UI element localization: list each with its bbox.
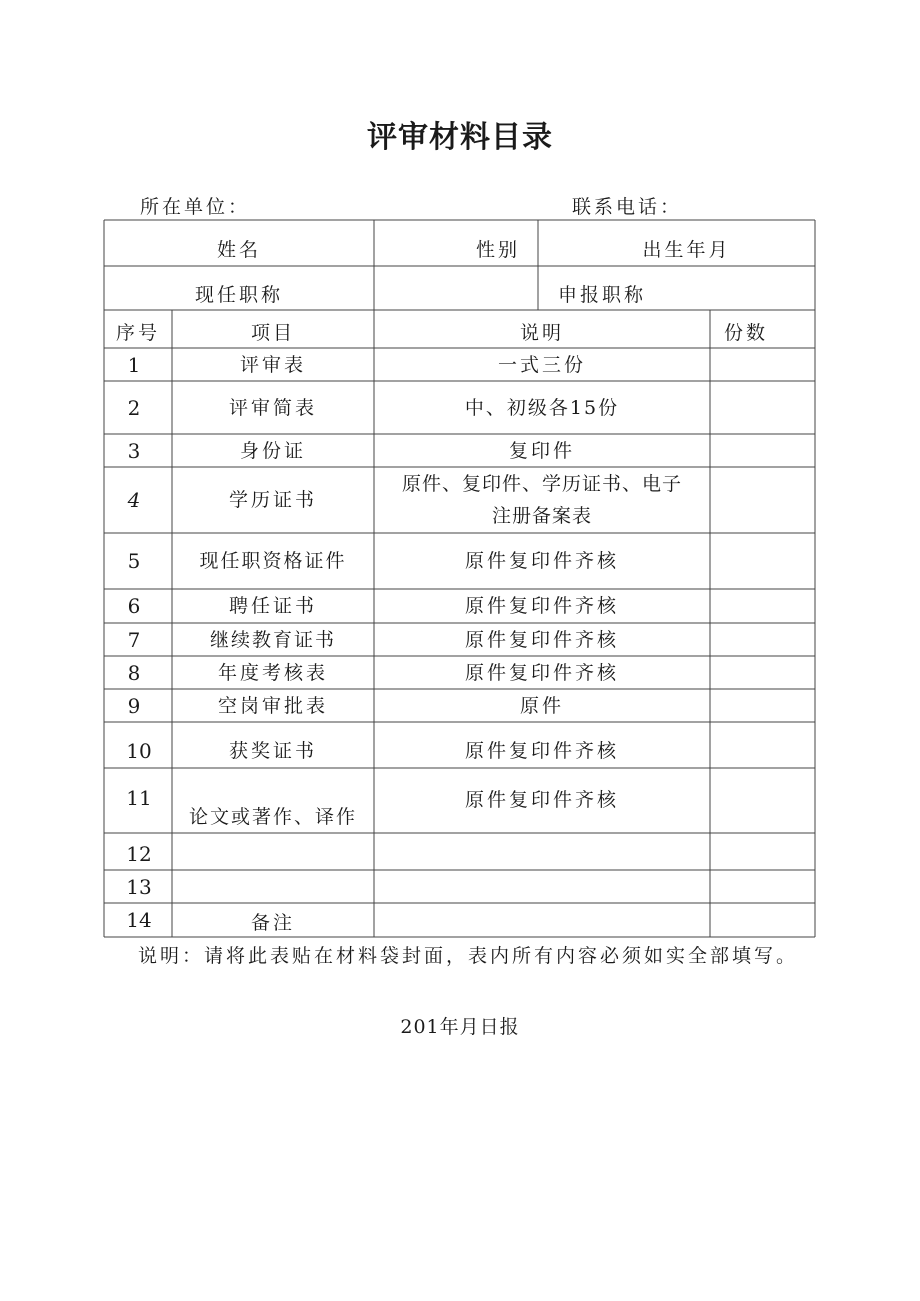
row-6-item: 聘任证书 xyxy=(228,595,317,617)
row-12-desc xyxy=(374,833,710,870)
birth-label: 出生年月 xyxy=(642,239,731,261)
row-3-seq: 3 xyxy=(127,438,141,463)
row-9-seq: 9 xyxy=(127,693,141,718)
row-10-desc: 原件复印件齐核 xyxy=(464,740,619,762)
row-5-item: 现任职资格证件 xyxy=(199,550,347,572)
row-5-desc: 原件复印件齐核 xyxy=(464,550,619,572)
row-14-seq: 14 xyxy=(126,908,152,932)
row-4-desc-line1: 原件、复印件、学历证书、电子 xyxy=(401,473,682,495)
unit-label: 所在单位： xyxy=(140,196,251,218)
row-10-item: 获奖证书 xyxy=(228,740,317,762)
name-label: 姓名 xyxy=(216,239,261,261)
row-11-item: 论文或著作、译作 xyxy=(188,806,357,828)
row-7-seq: 7 xyxy=(127,627,141,652)
gender-label: 性别 xyxy=(475,239,520,261)
row-2-item: 评审简表 xyxy=(228,396,317,419)
row-3-item: 身份证 xyxy=(239,439,306,462)
row-12-seq: 12 xyxy=(126,841,152,866)
row-8-seq: 8 xyxy=(127,660,141,685)
col-item-header: 项目 xyxy=(250,322,295,344)
row-9-item: 空岗审批表 xyxy=(217,694,328,717)
apply-title-label: 申报职称 xyxy=(558,284,647,306)
row-7-desc: 原件复印件齐核 xyxy=(464,628,619,651)
current-title-label: 现任职称 xyxy=(194,284,283,306)
row-8-desc: 原件复印件齐核 xyxy=(464,661,619,684)
row-11-desc: 原件复印件齐核 xyxy=(464,789,619,811)
row-4-item: 学历证书 xyxy=(228,489,317,511)
row-6-desc: 原件复印件齐核 xyxy=(464,595,619,617)
note-text: 说明：请将此表贴在材料袋封面，表内所有内容必须如实全部填写。 xyxy=(138,945,799,967)
row-4-desc-line2: 注册备案表 xyxy=(491,505,592,527)
row-8-item: 年度考核表 xyxy=(217,661,328,684)
row-4-desc xyxy=(374,467,710,533)
row-13-desc xyxy=(374,870,710,903)
row-10-seq: 10 xyxy=(126,739,152,763)
row-2-seq: 2 xyxy=(127,395,141,420)
row-9-desc: 原件 xyxy=(519,694,564,717)
date-line: 201年月日报 xyxy=(400,1016,520,1038)
row-1-seq: 1 xyxy=(127,352,141,377)
phone-label: 联系电话： xyxy=(572,196,683,218)
col-desc-header: 说明 xyxy=(519,322,564,344)
row-12-item xyxy=(172,833,374,870)
row-1-item: 评审表 xyxy=(239,353,306,376)
row-11-seq: 11 xyxy=(126,785,152,810)
row-2-desc: 中、初级各15份 xyxy=(464,396,620,419)
row-13-item xyxy=(172,870,374,903)
col-seq-header: 序号 xyxy=(115,322,160,344)
row-4-seq: 4 xyxy=(127,488,141,512)
col-copies-header: 份数 xyxy=(724,322,769,344)
row-14-item: 备注 xyxy=(250,912,295,934)
page-title: 评审材料目录 xyxy=(367,120,553,155)
row-1-desc: 一式三份 xyxy=(497,353,586,376)
row-7-item: 继续教育证书 xyxy=(209,628,336,651)
row-14-desc xyxy=(374,903,710,937)
row-3-desc: 复印件 xyxy=(508,439,575,462)
row-6-seq: 6 xyxy=(127,594,141,618)
row-5-seq: 5 xyxy=(127,549,141,573)
row-13-seq: 13 xyxy=(126,874,152,899)
